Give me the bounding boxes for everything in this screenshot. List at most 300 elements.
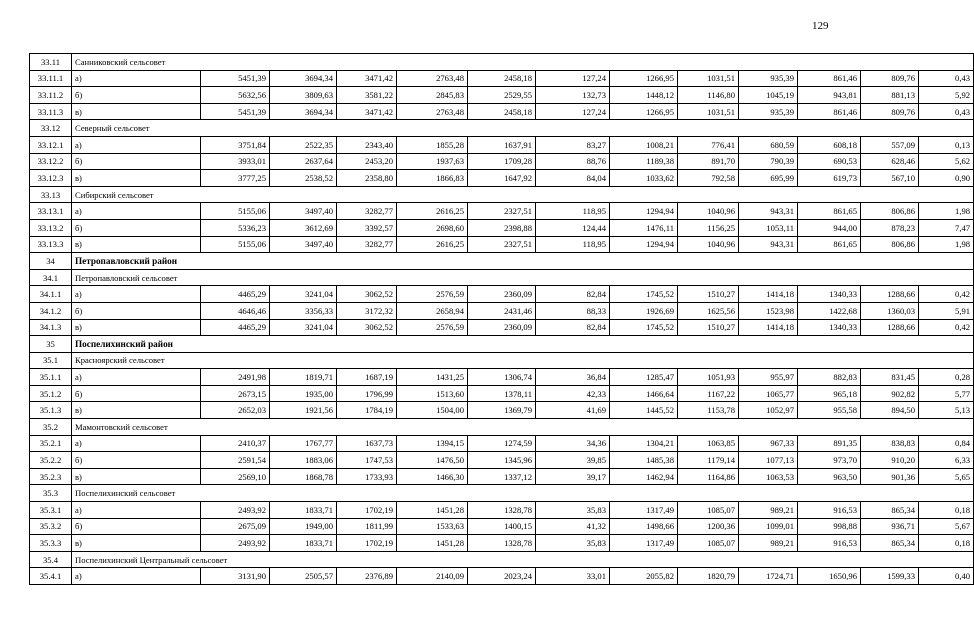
value-cell: 1306,74 [468,369,536,386]
value-cell: 902,82 [861,385,919,402]
value-cell: 3062,52 [337,286,397,303]
value-cell: 1164,86 [678,468,739,485]
table-row [30,452,974,469]
table-row [30,136,974,153]
value-cell: 1328,78 [468,502,536,519]
section-header-row [30,120,974,137]
value-cell: 1288,66 [861,286,919,303]
value-cell: 831,45 [861,369,919,386]
value-cell: 2410,37 [201,435,270,452]
value-cell: 39,85 [536,452,610,469]
value-cell: 865,34 [861,535,919,552]
value-cell: 1422,68 [798,302,861,319]
value-cell: 838,83 [861,435,919,452]
value-cell: 1378,11 [468,385,536,402]
row-code: 35 [30,336,72,353]
value-cell: 3172,32 [337,302,397,319]
value-cell: 5451,39 [201,103,270,120]
value-cell: 861,65 [798,236,861,253]
row-code: 35.3.2 [30,518,72,535]
value-cell: 34,36 [536,435,610,452]
value-cell: 1065,77 [739,385,798,402]
value-cell: 118,95 [536,203,610,220]
value-cell: 2458,18 [468,103,536,120]
value-cell: 943,81 [798,87,861,104]
value-cell: 39,17 [536,468,610,485]
value-cell: 1040,96 [678,236,739,253]
value-cell: 2591,54 [201,452,270,469]
row-label: а) [72,568,201,585]
table-row [30,70,974,87]
value-cell: 2458,18 [468,70,536,87]
value-cell: 82,84 [536,319,610,336]
value-cell: 0,28 [919,369,974,386]
value-cell: 2358,80 [337,170,397,187]
value-cell: 776,41 [678,136,739,153]
value-cell: 806,86 [861,236,919,253]
row-code: 35.1.3 [30,402,72,419]
value-cell: 1400,15 [468,518,536,535]
value-cell: 3694,34 [270,70,337,87]
value-cell: 1709,28 [468,153,536,170]
value-cell: 0,18 [919,535,974,552]
row-label: а) [72,136,201,153]
value-cell: 1294,94 [610,203,678,220]
row-code: 35.1.1 [30,369,72,386]
value-cell: 1599,33 [861,568,919,585]
value-cell: 1745,52 [610,319,678,336]
value-cell: 3751,84 [201,136,270,153]
value-cell: 0,43 [919,103,974,120]
row-code: 33.12.3 [30,170,72,187]
value-cell: 1167,22 [678,385,739,402]
value-cell: 0,84 [919,435,974,452]
value-cell: 1476,50 [397,452,468,469]
value-cell: 2616,25 [397,203,468,220]
value-cell: 2493,92 [201,502,270,519]
value-cell: 3392,57 [337,219,397,236]
value-cell: 1328,78 [468,535,536,552]
row-code: 35.2 [30,419,72,436]
value-cell: 1833,71 [270,502,337,519]
value-cell: 0,43 [919,70,974,87]
value-cell: 1099,01 [739,518,798,535]
row-code: 33.12.2 [30,153,72,170]
section-title: Красноярский сельсовет [72,352,974,369]
value-cell: 1340,33 [798,286,861,303]
value-cell: 2327,51 [468,236,536,253]
value-cell: 1747,53 [337,452,397,469]
table-row [30,286,974,303]
table-row [30,502,974,519]
value-cell: 1266,95 [610,70,678,87]
value-cell: 5336,23 [201,219,270,236]
row-code: 33.11.3 [30,103,72,120]
row-code: 35.3 [30,485,72,502]
table-row [30,153,974,170]
value-cell: 1855,28 [397,136,468,153]
table-row [30,103,974,120]
value-cell: 1077,13 [739,452,798,469]
value-cell: 690,53 [798,153,861,170]
row-code: 35.2.2 [30,452,72,469]
value-cell: 4465,29 [201,286,270,303]
value-cell: 127,24 [536,103,610,120]
value-cell: 4646,46 [201,302,270,319]
value-cell: 0,40 [919,568,974,585]
value-cell: 1523,98 [739,302,798,319]
value-cell: 1040,96 [678,203,739,220]
value-cell: 2576,59 [397,319,468,336]
row-code: 33.13.3 [30,236,72,253]
row-code: 33.11 [30,54,72,71]
value-cell: 132,73 [536,87,610,104]
value-cell: 1926,69 [610,302,678,319]
table-row [30,236,974,253]
value-cell: 2140,09 [397,568,468,585]
row-code: 33.12.1 [30,136,72,153]
value-cell: 1702,19 [337,502,397,519]
section-header-row [30,54,974,71]
value-cell: 4465,29 [201,319,270,336]
value-cell: 1360,03 [861,302,919,319]
value-cell: 891,35 [798,435,861,452]
value-cell: 1045,19 [739,87,798,104]
value-cell: 83,27 [536,136,610,153]
value-cell: 118,95 [536,236,610,253]
page-number: 129 [812,20,829,32]
row-code: 35.3.3 [30,535,72,552]
value-cell: 2023,24 [468,568,536,585]
value-cell: 1031,51 [678,70,739,87]
value-cell: 1462,94 [610,468,678,485]
value-cell: 0,42 [919,286,974,303]
row-code: 33.13.2 [30,219,72,236]
value-cell: 3497,40 [270,236,337,253]
value-cell: 1179,14 [678,452,739,469]
row-code: 33.13.1 [30,203,72,220]
value-cell: 1466,64 [610,385,678,402]
value-cell: 943,31 [739,236,798,253]
row-label: а) [72,286,201,303]
value-cell: 1702,19 [337,535,397,552]
value-cell: 2658,94 [397,302,468,319]
value-cell: 935,39 [739,103,798,120]
value-cell: 1008,21 [610,136,678,153]
row-code: 35.3.1 [30,502,72,519]
table-row [30,170,974,187]
value-cell: 1745,52 [610,286,678,303]
value-cell: 1445,52 [610,402,678,419]
value-cell: 5,65 [919,468,974,485]
value-cell: 2491,98 [201,369,270,386]
value-cell: 1637,91 [468,136,536,153]
value-cell: 3471,42 [337,103,397,120]
value-cell: 1949,00 [270,518,337,535]
section-title: Мамонтовский сельсовет [72,419,974,436]
value-cell: 1451,28 [397,535,468,552]
value-cell: 1317,49 [610,535,678,552]
value-cell: 2616,25 [397,236,468,253]
row-label: а) [72,203,201,220]
value-cell: 1504,00 [397,402,468,419]
table-row [30,435,974,452]
section-title: Петропавловский район [72,253,974,270]
table-row [30,87,974,104]
value-cell: 1063,85 [678,435,739,452]
row-label: б) [72,302,201,319]
value-cell: 5,91 [919,302,974,319]
value-cell: 2652,03 [201,402,270,419]
value-cell: 619,73 [798,170,861,187]
table-row [30,568,974,585]
table-row [30,302,974,319]
value-cell: 2343,40 [337,136,397,153]
value-cell: 1796,99 [337,385,397,402]
value-cell: 3282,77 [337,203,397,220]
value-cell: 1053,11 [739,219,798,236]
section-header-row [30,551,974,568]
value-cell: 2360,09 [468,286,536,303]
value-cell: 3933,01 [201,153,270,170]
value-cell: 1650,96 [798,568,861,585]
value-cell: 2398,88 [468,219,536,236]
value-cell: 1868,78 [270,468,337,485]
table-row [30,468,974,485]
value-cell: 2675,09 [201,518,270,535]
row-label: в) [72,319,201,336]
value-cell: 1033,62 [610,170,678,187]
value-cell: 2055,82 [610,568,678,585]
value-cell: 861,65 [798,203,861,220]
value-cell: 41,32 [536,518,610,535]
value-cell: 865,34 [861,502,919,519]
value-cell: 1153,78 [678,402,739,419]
value-cell: 3497,40 [270,203,337,220]
table-body [30,54,974,585]
section-header-row [30,485,974,502]
section-header-row [30,336,974,353]
value-cell: 1156,25 [678,219,739,236]
value-cell: 2845,83 [397,87,468,104]
value-cell: 3612,69 [270,219,337,236]
value-cell: 1294,94 [610,236,678,253]
value-cell: 1085,07 [678,502,739,519]
value-cell: 955,97 [739,369,798,386]
value-cell: 2538,52 [270,170,337,187]
value-cell: 1937,63 [397,153,468,170]
value-cell: 1510,27 [678,286,739,303]
value-cell: 1340,33 [798,319,861,336]
value-cell: 1146,80 [678,87,739,104]
value-cell: 3282,77 [337,236,397,253]
row-label: а) [72,435,201,452]
value-cell: 861,46 [798,103,861,120]
value-cell: 792,58 [678,170,739,187]
table-row [30,219,974,236]
value-cell: 1811,99 [337,518,397,535]
row-label: б) [72,518,201,535]
value-cell: 0,90 [919,170,974,187]
value-cell: 1466,30 [397,468,468,485]
row-code: 35.2.3 [30,468,72,485]
value-cell: 42,33 [536,385,610,402]
value-cell: 1394,15 [397,435,468,452]
value-cell: 989,21 [739,535,798,552]
value-cell: 82,84 [536,286,610,303]
value-cell: 973,70 [798,452,861,469]
value-cell: 1767,77 [270,435,337,452]
row-label: в) [72,103,201,120]
value-cell: 1883,06 [270,452,337,469]
value-cell: 935,39 [739,70,798,87]
value-cell: 1448,12 [610,87,678,104]
row-label: а) [72,70,201,87]
section-header-row [30,269,974,286]
value-cell: 1085,07 [678,535,739,552]
value-cell: 127,24 [536,70,610,87]
table-row [30,319,974,336]
value-cell: 567,10 [861,170,919,187]
value-cell: 1051,93 [678,369,739,386]
table-row [30,535,974,552]
value-cell: 1317,49 [610,502,678,519]
value-cell: 1288,66 [861,319,919,336]
table-row [30,518,974,535]
value-cell: 2505,57 [270,568,337,585]
value-cell: 2673,15 [201,385,270,402]
value-cell: 557,09 [861,136,919,153]
value-cell: 1820,79 [678,568,739,585]
value-cell: 3694,34 [270,103,337,120]
value-cell: 5155,06 [201,203,270,220]
value-cell: 124,44 [536,219,610,236]
value-cell: 916,53 [798,535,861,552]
value-cell: 1414,18 [739,286,798,303]
value-cell: 1724,71 [739,568,798,585]
value-cell: 1345,96 [468,452,536,469]
row-code: 35.4.1 [30,568,72,585]
row-label: б) [72,385,201,402]
row-code: 34.1.3 [30,319,72,336]
value-cell: 2493,92 [201,535,270,552]
table-row [30,402,974,419]
value-cell: 2327,51 [468,203,536,220]
value-cell: 2576,59 [397,286,468,303]
value-cell: 3777,25 [201,170,270,187]
value-cell: 3809,63 [270,87,337,104]
value-cell: 1063,53 [739,468,798,485]
value-cell: 88,33 [536,302,610,319]
section-title: Санниковский сельсовет [72,54,974,71]
value-cell: 0,18 [919,502,974,519]
row-label: в) [72,468,201,485]
value-cell: 943,31 [739,203,798,220]
value-cell: 809,76 [861,103,919,120]
row-label: в) [72,236,201,253]
value-cell: 1921,56 [270,402,337,419]
value-cell: 891,70 [678,153,739,170]
value-cell: 861,46 [798,70,861,87]
value-cell: 1431,25 [397,369,468,386]
value-cell: 901,36 [861,468,919,485]
value-cell: 1451,28 [397,502,468,519]
value-cell: 608,18 [798,136,861,153]
value-cell: 2637,64 [270,153,337,170]
value-cell: 881,13 [861,87,919,104]
row-label: б) [72,219,201,236]
value-cell: 3131,90 [201,568,270,585]
value-cell: 1510,27 [678,319,739,336]
value-cell: 2763,48 [397,70,468,87]
value-cell: 1687,19 [337,369,397,386]
value-cell: 5,62 [919,153,974,170]
value-cell: 0,13 [919,136,974,153]
value-cell: 1,98 [919,203,974,220]
value-cell: 2522,35 [270,136,337,153]
value-cell: 1189,38 [610,153,678,170]
row-label: в) [72,535,201,552]
value-cell: 2698,60 [397,219,468,236]
value-cell: 5,92 [919,87,974,104]
value-cell: 5451,39 [201,70,270,87]
value-cell: 1625,56 [678,302,739,319]
value-cell: 2360,09 [468,319,536,336]
value-cell: 1647,92 [468,170,536,187]
value-cell: 680,59 [739,136,798,153]
value-cell: 2376,89 [337,568,397,585]
section-header-row [30,186,974,203]
value-cell: 1200,36 [678,518,739,535]
value-cell: 989,21 [739,502,798,519]
value-cell: 878,23 [861,219,919,236]
row-label: а) [72,369,201,386]
value-cell: 3471,42 [337,70,397,87]
value-cell: 910,20 [861,452,919,469]
value-cell: 2569,10 [201,468,270,485]
row-label: б) [72,452,201,469]
value-cell: 1031,51 [678,103,739,120]
table-row [30,369,974,386]
value-cell: 84,04 [536,170,610,187]
row-code: 34.1 [30,269,72,286]
value-cell: 5,13 [919,402,974,419]
row-code: 34 [30,253,72,270]
section-title: Поспелихинский Центральный сельсовет [72,551,974,568]
row-label: б) [72,87,201,104]
value-cell: 963,50 [798,468,861,485]
table-row [30,385,974,402]
value-cell: 3062,52 [337,319,397,336]
value-cell: 3581,22 [337,87,397,104]
value-cell: 806,86 [861,203,919,220]
row-code: 34.1.2 [30,302,72,319]
value-cell: 809,76 [861,70,919,87]
value-cell: 1833,71 [270,535,337,552]
value-cell: 1866,83 [397,170,468,187]
row-code: 35.1.2 [30,385,72,402]
value-cell: 944,00 [798,219,861,236]
value-cell: 2763,48 [397,103,468,120]
section-title: Поспелихинский район [72,336,974,353]
value-cell: 1369,79 [468,402,536,419]
row-code: 35.4 [30,551,72,568]
table-row [30,203,974,220]
value-cell: 33,01 [536,568,610,585]
value-cell: 1,98 [919,236,974,253]
value-cell: 2453,20 [337,153,397,170]
value-cell: 1637,73 [337,435,397,452]
